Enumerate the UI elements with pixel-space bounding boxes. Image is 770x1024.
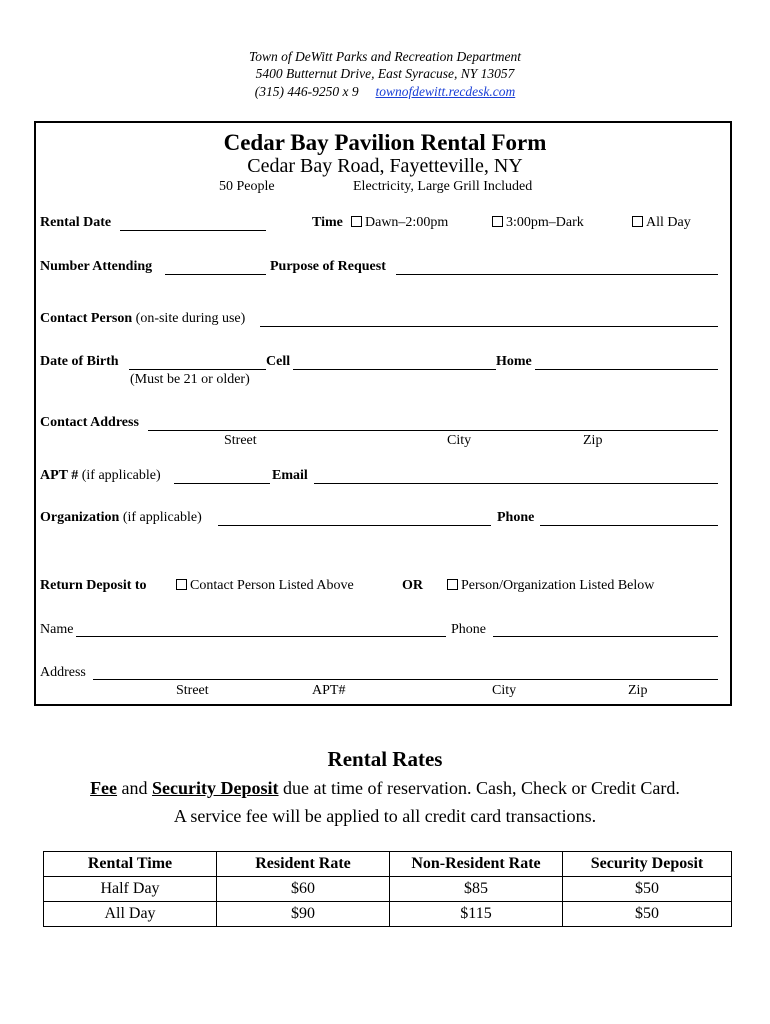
- department-address: 5400 Butternut Drive, East Syracuse, NY 13057: [255, 66, 515, 81]
- cell-field[interactable]: [293, 369, 496, 370]
- apt-field[interactable]: [174, 483, 270, 484]
- name-field[interactable]: [76, 636, 446, 637]
- rental-date-label: Rental Date: [40, 215, 112, 230]
- rates-line-2: A service fee will be applied to all credit card transactions.: [173, 806, 597, 826]
- time-option-dawn[interactable]: Dawn–2:00pm: [351, 215, 448, 231]
- apt-label-group: [40, 468, 161, 484]
- header-non-resident-rate: Non-Resident Rate: [390, 852, 563, 877]
- email-field[interactable]: [314, 483, 718, 484]
- contact-line: [0, 83, 770, 100]
- rates-line-1-rest: due at time of reservation. Cash, Check or Credit Card.: [283, 778, 680, 798]
- phone-field-2[interactable]: [493, 636, 718, 637]
- time-label: Time: [312, 215, 343, 230]
- contact-person-note: (on-site during use): [135, 311, 246, 326]
- contact-address-field[interactable]: [148, 430, 718, 431]
- department-name: Town of DeWitt Parks and Recreation Department: [249, 49, 521, 64]
- rental-form-box: [34, 121, 732, 706]
- form-title: Cedar Bay Pavilion Rental Form: [223, 130, 547, 155]
- cell-security-deposit: $50: [563, 877, 732, 902]
- email-label: Email: [272, 468, 308, 483]
- address-label: Address: [40, 665, 86, 680]
- checkbox-icon[interactable]: [492, 216, 503, 227]
- zip-caption: Zip: [583, 433, 603, 448]
- form-subtitle: Cedar Bay Road, Fayetteville, NY: [247, 155, 523, 177]
- organization-label-group: [40, 510, 202, 526]
- apt-note: (if applicable): [81, 468, 161, 483]
- checkbox-icon[interactable]: [351, 216, 362, 227]
- cell-resident-rate: $90: [217, 902, 390, 927]
- purpose-label: Purpose of Request: [270, 259, 386, 274]
- city-caption-2: City: [492, 683, 517, 698]
- rates-line-1: [0, 778, 770, 799]
- header-security-deposit: Security Deposit: [563, 852, 732, 877]
- and-word: and: [121, 778, 148, 798]
- contact-person-field[interactable]: [260, 326, 718, 327]
- purpose-field[interactable]: [396, 274, 718, 275]
- checkbox-icon[interactable]: [447, 579, 458, 590]
- rates-header-row: [44, 852, 732, 877]
- header-resident-rate: Resident Rate: [217, 852, 390, 877]
- cell-resident-rate: $60: [217, 877, 390, 902]
- organization-field[interactable]: [218, 525, 491, 526]
- fee-word: Fee: [90, 778, 118, 798]
- organization-note: (if applicable): [122, 510, 202, 525]
- table-row: [44, 902, 732, 927]
- number-attending-label: Number Attending: [40, 259, 153, 274]
- department-phone: (315) 446-9250 x 9: [254, 84, 359, 99]
- or-label: OR: [402, 578, 423, 593]
- phone-label-2: Phone: [451, 622, 486, 637]
- dob-label: Date of Birth: [40, 354, 119, 369]
- cell-security-deposit: $50: [563, 902, 732, 927]
- street-caption: Street: [224, 433, 257, 448]
- return-deposit-label: Return Deposit to: [40, 578, 147, 593]
- header-rental-time: Rental Time: [44, 852, 217, 877]
- home-label: Home: [496, 354, 532, 369]
- dob-field[interactable]: [129, 369, 266, 370]
- cell-non-resident-rate: $115: [390, 902, 563, 927]
- home-field[interactable]: [535, 369, 718, 370]
- phone-label: Phone: [497, 510, 535, 525]
- rental-date-field[interactable]: [120, 230, 266, 231]
- street-caption-2: Street: [176, 683, 209, 698]
- checkbox-icon[interactable]: [176, 579, 187, 590]
- cell-rental-time: All Day: [44, 902, 217, 927]
- phone-field[interactable]: [540, 525, 718, 526]
- apt-label: APT #: [40, 468, 79, 483]
- return-option-organization[interactable]: Person/Organization Listed Below: [447, 578, 654, 594]
- rates-title: Rental Rates: [327, 747, 443, 771]
- contact-person-label: Contact Person: [40, 311, 133, 326]
- address-field[interactable]: [93, 679, 718, 680]
- number-attending-field[interactable]: [165, 274, 266, 275]
- table-row: [44, 877, 732, 902]
- deposit-word: Security Deposit: [152, 778, 279, 798]
- city-caption: City: [447, 433, 472, 448]
- organization-label: Organization: [40, 510, 120, 525]
- time-option-all-day[interactable]: All Day: [632, 215, 691, 231]
- capacity-text: 50 People: [219, 179, 275, 194]
- contact-address-label: Contact Address: [40, 415, 139, 430]
- name-label: Name: [40, 622, 74, 637]
- amenities-text: Electricity, Large Grill Included: [353, 179, 533, 194]
- time-option-dark[interactable]: 3:00pm–Dark: [492, 215, 584, 231]
- website-link[interactable]: townofdewitt.recdesk.com: [375, 84, 516, 99]
- dob-note: (Must be 21 or older): [130, 372, 250, 387]
- apt-caption: APT#: [312, 683, 346, 698]
- return-option-contact[interactable]: Contact Person Listed Above: [176, 578, 354, 594]
- contact-person-label-group: [40, 311, 245, 327]
- cell-non-resident-rate: $85: [390, 877, 563, 902]
- checkbox-icon[interactable]: [632, 216, 643, 227]
- cell-label: Cell: [266, 354, 291, 369]
- rates-table: [43, 851, 732, 927]
- zip-caption-2: Zip: [628, 683, 648, 698]
- cell-rental-time: Half Day: [44, 877, 217, 902]
